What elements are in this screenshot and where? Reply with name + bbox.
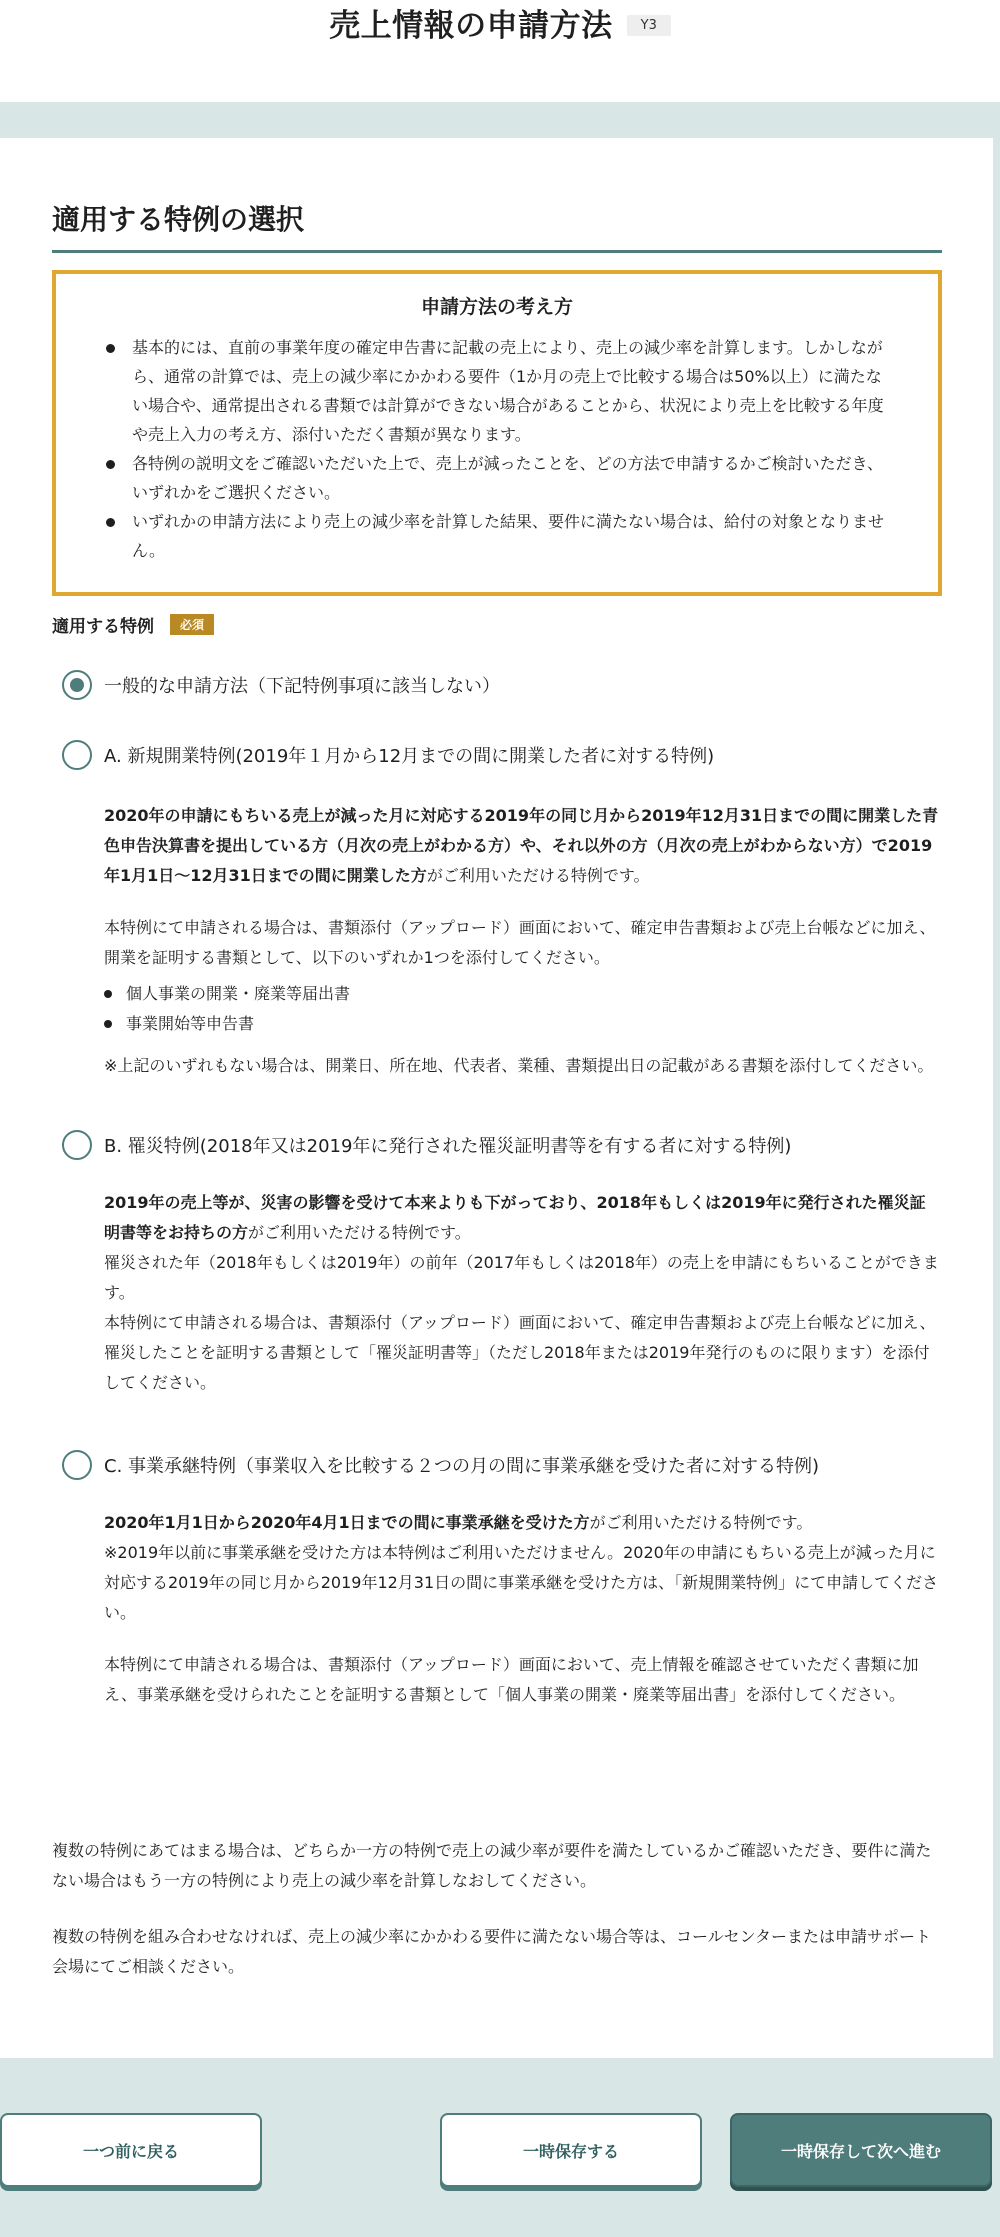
save-button[interactable]: 一時保存する	[440, 2113, 702, 2187]
radio-b[interactable]	[62, 1130, 92, 1160]
option-b[interactable]	[62, 1130, 791, 1160]
option-general-label: 一般的な申請方法（下記特例事項に該当しない）	[104, 676, 500, 697]
option-general[interactable]	[62, 670, 500, 700]
option-c-label: C. 事業承継特例（事業収入を比較する２つの月の間に事業承継を受けた者に対する特例)	[104, 1456, 820, 1477]
required-badge: 必須	[170, 614, 214, 635]
option-b-lead	[104, 1188, 939, 1248]
option-a-lead-text: がご利用いただける特例です。	[426, 866, 650, 885]
field-label-text: 適用する特例	[52, 617, 154, 637]
option-c-lead-text: がご利用いただける特例です。	[589, 1513, 813, 1532]
notice-box	[52, 270, 942, 596]
option-a[interactable]	[62, 740, 714, 770]
option-b-lead-text: がご利用いただける特例です。	[248, 1223, 471, 1242]
notice-title: 申請方法の考え方	[420, 296, 573, 318]
notice-item: 基本的には、直前の事業年度の確定申告書に記載の売上により、売上の減少率を計算します。しかしながら、通常の計算では、売上の減少率にかかわる要件（1か月の売上で比較する場合は50%以上）に満たない場合や、通常提出される書類では計算ができない場合があることから、状況により売上を比較する年度や売上入力の考え方、添付いただく書類が異なります。	[106, 333, 888, 449]
back-button[interactable]: 一つ前に戻る	[0, 2113, 262, 2187]
option-a-description	[104, 801, 939, 1081]
page-title: 売上情報の申請方法	[329, 8, 613, 44]
footnote-multiple: 複数の特例にあてはまる場合は、どちらか一方の特例で売上の減少率が要件を満たしているかご確認いただき、要件に満たない場合はもう一方の特例により売上の減少率を計算しなおしてください。	[52, 1841, 932, 1890]
radio-general[interactable]	[62, 670, 92, 700]
radio-a[interactable]	[62, 740, 92, 770]
option-a-bold: 2020年の申請にもちいる売上が減った月に対応する2019年の同じ月から2019年12月31日までの間に開業した青色申告決算書を提出している方（月次の売上がわかる方）や、それ以外の方（月次の売上がわからない方）で2019年1月1日～12月31日までの間に開業した方	[104, 806, 939, 885]
option-a-attach-text: 本特例にて申請される場合は、書類添付（アップロード）画面において、確定申告書類および売上台帳などに加え、開業を証明する書類として、以下のいずれか1つを添付してください。	[104, 918, 936, 967]
option-b-year-text: 罹災された年（2018年もしくは2019年）の前年（2017年もしくは2018年）の売上を申請にもちいることができます。	[104, 1253, 939, 1302]
option-b-bold: 2019年の売上等が、災害の影響を受けて本来よりも下がっており、2018年もしくは2019年に発行された罹災証明書等をお持ちの方	[104, 1193, 926, 1242]
page-code-badge: Y3	[627, 15, 671, 36]
section-title: 適用する特例の選択	[52, 198, 942, 253]
save-and-next-button[interactable]: 一時保存して次へ進む	[730, 2113, 992, 2187]
notice-list	[106, 333, 888, 565]
page-header	[0, 0, 1000, 45]
option-a-lead	[104, 801, 939, 891]
footnote-consult: 複数の特例を組み合わせなければ、売上の減少率にかかわる要件に満たない場合等は、コールセンターまたは申請サポート会場にてご相談ください。	[52, 1927, 932, 1976]
option-c-description	[104, 1508, 939, 1710]
option-c-bold: 2020年1月1日から2020年4月1日までの間に事業承継を受けた方	[104, 1513, 590, 1532]
option-a-doc-list	[104, 979, 939, 1039]
option-b-description	[104, 1188, 939, 1398]
form-card	[0, 138, 993, 2058]
notice-item: 各特例の説明文をご確認いただいた上で、売上が減ったことを、どの方法で申請するかご検討いただき、いずれかをご選択ください。	[106, 449, 888, 507]
option-b-label: B. 罹災特例(2018年又は2019年に発行された罹災証明書等を有する者に対する特例)	[104, 1136, 792, 1157]
radio-c[interactable]	[62, 1450, 92, 1480]
option-a-doc-item: 事業開始等申告書	[104, 1009, 939, 1039]
option-c-lead	[104, 1508, 939, 1538]
field-label	[52, 612, 214, 637]
option-c[interactable]	[62, 1450, 819, 1480]
option-b-attach-text: 本特例にて申請される場合は、書類添付（アップロード）画面において、確定申告書類および売上台帳などに加え、罹災したことを証明する書類として「罹災証明書等」（ただし2018年または2019年発行のものに限ります）を添付してください。	[104, 1313, 936, 1392]
option-c-attach-text: 本特例にて申請される場合は、書類添付（アップロード）画面において、売上情報を確認させていただく書類に加え、事業承継を受けられたことを証明する書類として「個人事業の開業・廃業等届出書」を添付してください。	[104, 1655, 919, 1704]
option-c-note: ※2019年以前に事業承継を受けた方は本特例はご利用いただけません。2020年の申請にもちいる売上が減った月に対応する2019年の同じ月から2019年12月31日の間に事業承継を受けた方は、「新規開業特例」にて申請してください。	[104, 1543, 939, 1622]
option-a-doc-item: 個人事業の開業・廃業等届出書	[104, 979, 939, 1009]
option-a-note: ※上記のいずれもない場合は、開業日、所在地、代表者、業種、書類提出日の記載がある書類を添付してください。	[104, 1056, 934, 1075]
notice-item: いずれかの申請方法により売上の減少率を計算した結果、要件に満たない場合は、給付の対象となりません。	[106, 507, 888, 565]
option-a-label: A. 新規開業特例(2019年１月から12月までの間に開業した者に対する特例)	[104, 746, 715, 767]
